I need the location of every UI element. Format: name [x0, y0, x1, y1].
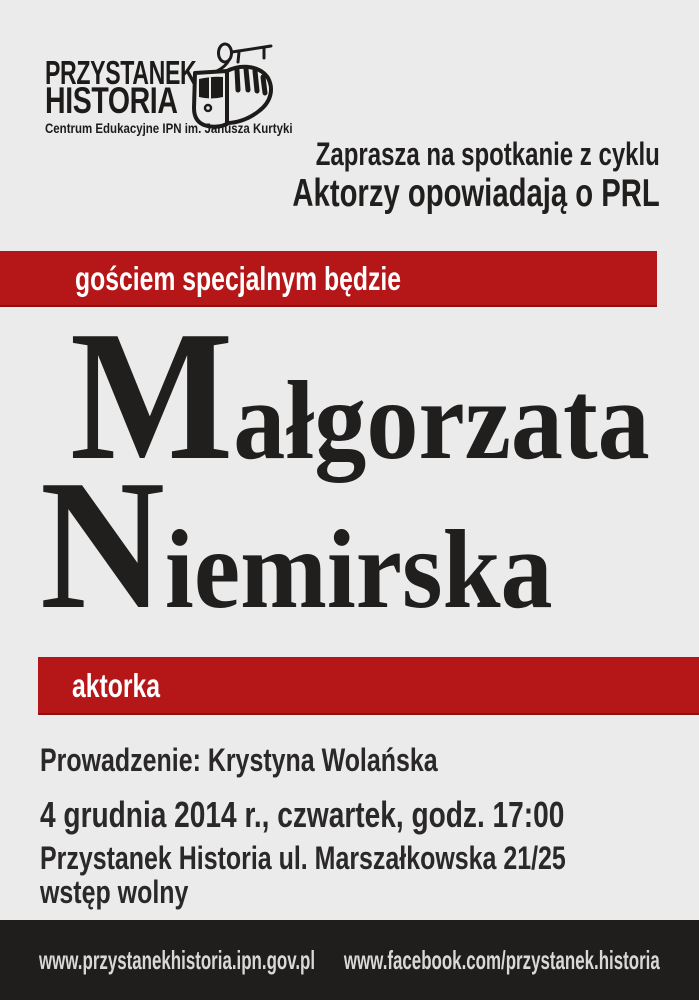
host-text: Prowadzenie: Krystyna Wolańska — [40, 742, 438, 778]
logo-tagline-text: Centrum Edukacyjne IPN im. Janusza Kurtyki — [45, 120, 293, 136]
logo-line-2-text: HISTORIA — [45, 80, 178, 121]
name-last-text — [40, 442, 553, 648]
invite-line-2 — [170, 174, 660, 213]
venue-text: Przystanek Historia ul. Marszałkowska 21/25 — [40, 840, 566, 876]
name-first-rest: ałgorzata — [233, 359, 650, 483]
invite-line-1 — [201, 138, 660, 170]
logo-line-1-text: PRZYSTANEK — [45, 54, 197, 91]
invite-line-2-text: Aktorzy opowiadają o PRL — [292, 172, 660, 215]
role-banner-label — [72, 657, 189, 715]
invite-line-1-text: Zaprasza na spotkanie z cyklu — [315, 136, 660, 172]
host-line — [40, 744, 550, 776]
name-last-line — [40, 442, 591, 648]
date-text: 4 grudnia 2014 r., czwartek, godz. 17:00 — [40, 794, 565, 835]
role-banner-text: aktorka — [72, 667, 161, 704]
footer-facebook-url: www.facebook.com/przystanek.historia — [343, 944, 660, 975]
admission-text: wstęp wolny — [40, 874, 189, 910]
tram-icon — [180, 40, 274, 132]
role-banner — [38, 657, 699, 715]
guest-banner-text: gościem specjalnym będzie — [75, 260, 402, 297]
name-first-initial: M — [70, 293, 234, 499]
footer-website-url: www.przystanekhistoria.ipn.gov.pl — [39, 944, 316, 975]
venue-line — [40, 842, 699, 874]
admission-line — [40, 876, 230, 908]
date-line — [40, 794, 699, 835]
name-last-rest: iemirska — [164, 508, 553, 632]
footer-links-row — [39, 920, 660, 1000]
footer-bar — [0, 920, 699, 1000]
name-last-initial: N — [40, 442, 165, 648]
